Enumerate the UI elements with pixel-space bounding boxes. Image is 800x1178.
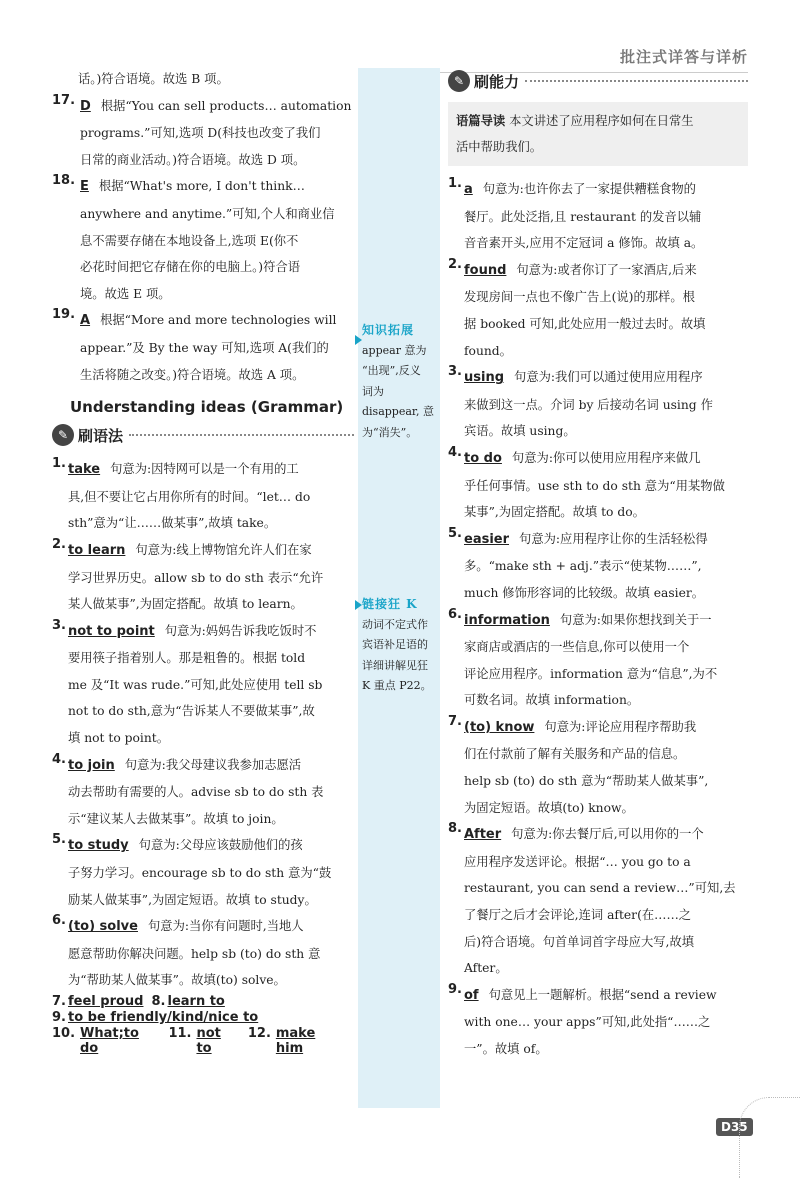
answer-item-head: [448, 176, 748, 203]
answer-item: [448, 526, 748, 607]
answer-item-head: [52, 832, 354, 859]
item-line: me 及“It was rude.”可知,此处应使用 tell sb: [68, 677, 323, 692]
item-line: 据 booked 可知,此处应用一般过去时。故填: [464, 316, 706, 331]
item-line: 音音素开头,应用不定冠词 a 修饰。故填 a。: [464, 236, 704, 251]
item-text: [68, 537, 354, 564]
item-line: 宾语。故填 using。: [464, 424, 576, 439]
item-line: 要用筷子指着别人。那是粗鲁的。根据 told: [68, 651, 306, 666]
item-number: 7.: [52, 994, 66, 1009]
item-answer: D: [80, 98, 91, 114]
item-number: 6.: [448, 606, 462, 622]
item-answer: not to: [196, 1026, 221, 1056]
item-text: [68, 456, 354, 483]
item-line: help sb (to) do sth 意为“帮助某人做某事”,: [464, 774, 709, 789]
answer-item: [52, 537, 354, 618]
item-line: sth”意为“让……做某事”,故填 take。: [68, 516, 277, 531]
note-line: 词为: [362, 384, 384, 398]
answer-row: [52, 1010, 354, 1025]
item-number: 6.: [52, 913, 66, 929]
sidebar-note-1: [362, 320, 438, 443]
item-line: 家商店或酒店的一些信息,你可以使用一个: [464, 640, 690, 655]
answer-item: [448, 364, 748, 445]
item-number: 4.: [448, 444, 462, 460]
item-text: [80, 307, 354, 334]
item-text: [464, 607, 748, 634]
item-line: 填 not to point。: [68, 731, 169, 746]
item-answer: not to point: [68, 623, 155, 639]
item-number: 9.: [52, 1010, 66, 1025]
note-line: 动词不定式作: [362, 617, 428, 631]
guide-line: 本文讲述了应用程序如何在日常生: [509, 114, 694, 128]
note-title: 知识拓展: [362, 323, 415, 337]
answer-item-head: [52, 93, 354, 120]
item-line: After。: [464, 961, 508, 976]
answer-item: [52, 832, 354, 913]
item-answer: to join: [68, 757, 115, 773]
page-number: D35: [716, 1118, 753, 1136]
item-number: 2.: [52, 536, 66, 552]
item-answer: to study: [68, 838, 129, 854]
item-line: 句意为:我们可以通过使用应用程序: [514, 370, 703, 385]
item-line: 句意为:如果你想找到关于一: [559, 612, 712, 627]
item-answer: information: [464, 612, 550, 628]
item-answer: learn to: [167, 994, 225, 1009]
badge-label: 刷能力: [474, 72, 520, 91]
item-number: 9.: [448, 981, 462, 997]
item-line: 句意为:我父母建议我参加志愿活: [124, 757, 302, 772]
answer-item: [52, 307, 354, 388]
answer-item: [448, 982, 748, 1063]
badge-label: 刷语法: [78, 426, 124, 445]
item-line: 为固定短语。故填(to) know。: [464, 800, 634, 815]
item-line: 生活将随之改变。)符合语境。故选 A 项。: [80, 367, 305, 382]
item-text: [464, 176, 748, 203]
answer-item: [52, 752, 354, 833]
item-answer: make him: [275, 1026, 316, 1056]
item-answer: take: [68, 462, 101, 478]
note-title: 链接狂 K: [362, 597, 418, 611]
item-answer: feel proud: [68, 994, 144, 1009]
item-answer: What;to do: [80, 1026, 139, 1056]
item-line: 为“帮助某人做某事”。故填(to) solve。: [68, 973, 286, 988]
item-line: 动去帮助有需要的人。advise sb to do sth 表: [68, 785, 324, 800]
item-answer: easier: [464, 531, 510, 547]
item-text: [464, 364, 748, 391]
answer-item: [448, 821, 748, 982]
sidebar-panel: [358, 68, 440, 1108]
item-line: 子努力学习。encourage sb to do sth 意为“鼓: [68, 866, 332, 881]
item-answer: using: [464, 370, 505, 386]
item-line: much 修饰形容词的比较级。故填 easier。: [464, 585, 705, 600]
answer-item: [448, 607, 748, 714]
answer-item-head: [448, 821, 748, 848]
item-text: [68, 618, 354, 645]
item-number: 11.: [168, 1026, 192, 1041]
item-number: 10.: [52, 1026, 76, 1041]
item-answer: A: [80, 313, 91, 329]
item-line: 境。故选 E 项。: [80, 286, 171, 301]
item-text: [68, 752, 354, 779]
item-answer: to be friendly/kind/nice to: [68, 1010, 259, 1025]
item-text: [68, 832, 354, 859]
item-line: 句意为:或者你订了一家酒店,后来: [516, 262, 697, 277]
item-line: 可数名词。故填 information。: [464, 693, 640, 708]
item-number: 8.: [448, 821, 462, 837]
sidebar-note-2: [362, 594, 438, 697]
item-text: [80, 173, 354, 200]
item-text: [464, 821, 748, 848]
item-number: 19.: [52, 307, 76, 323]
item-text: [464, 982, 748, 1009]
item-line: 某事”,为固定搭配。故填 to do。: [464, 505, 645, 520]
item-answer: to do: [464, 450, 502, 466]
item-line: 多。“make sth + adj.”表示“使某物……”,: [464, 559, 702, 574]
item-line: 们在付款前了解有关服务和产品的信息。: [464, 747, 686, 762]
item-line: 评论应用程序。information 意为“信息”,为不: [464, 666, 718, 681]
badge-divider: [525, 80, 748, 82]
item-line: 学习世界历史。allow sb to do sth 表示“允许: [68, 570, 324, 585]
answer-item-head: [448, 607, 748, 634]
item-line: 励某人做某事”,为固定短语。故填 to study。: [68, 892, 317, 907]
answer-item-head: [52, 173, 354, 200]
item-number: 1.: [52, 456, 66, 472]
item-answer: (to) solve: [68, 919, 138, 935]
page-corner-decoration: [739, 1097, 800, 1178]
item-answer: (to) know: [464, 719, 535, 735]
item-line: 句意为:线上博物馆允许人们在家: [135, 542, 312, 557]
item-number: 1.: [448, 176, 462, 191]
item-line: 句意为:你去餐厅后,可以用你的一个: [511, 827, 704, 842]
answer-item: [52, 913, 354, 994]
answer-item: [448, 176, 748, 257]
item-line: 日常的商业活动。)符合语境。故选 D 项。: [80, 152, 306, 167]
item-line: appear.”及 By the way 可知,选项 A(我们的: [80, 340, 329, 355]
item-line: 具,但不要让它占用你所有的时间。“let… do: [68, 489, 311, 504]
item-number: 2.: [448, 256, 462, 272]
note-line: appear 意为: [362, 343, 427, 357]
item-text: [80, 93, 354, 120]
item-answer: of: [464, 987, 479, 1003]
item-line: 餐厅。此处泛指,且 restaurant 的发音以辅: [464, 209, 702, 224]
item-line: 根据“What's more, I don't think…: [98, 179, 305, 194]
answer-item-head: [52, 913, 354, 940]
ability-badge: [448, 70, 748, 92]
answer-item: [52, 93, 354, 174]
item-line: 根据“You can sell products… automation: [100, 98, 352, 113]
item-line: 根据“More and more technologies will: [100, 313, 337, 328]
right-column: [448, 70, 748, 1063]
answer-item-head: [52, 456, 354, 483]
reading-guide: [448, 102, 748, 166]
item-line: 句意见上一题解析。根据“send a review: [488, 987, 717, 1002]
header-label: 批注式详答与详析: [619, 48, 748, 66]
answer-item-head: [52, 307, 354, 334]
item-number: 5.: [52, 832, 66, 848]
item-answer: After: [464, 827, 502, 843]
answer-item: [52, 618, 354, 752]
item-line: restaurant, you can send a review…”可知,去: [464, 881, 736, 896]
guide-label: 语篇导读: [456, 114, 506, 128]
item-number: 5.: [448, 525, 462, 541]
answer-row: [52, 1026, 354, 1056]
left-column: [52, 66, 354, 1057]
item-text: [464, 714, 748, 741]
item-text: [464, 526, 748, 553]
item-line: 后)符合语境。句首单词首字母应大写,故填: [464, 934, 695, 949]
item-line: 句意为:应用程序让你的生活轻松得: [519, 531, 708, 546]
item-line: 一”。故填 of。: [464, 1042, 548, 1056]
item-line: 句意为:你可以使用应用程序来做几: [511, 450, 701, 465]
item-line: 愿意帮助你解决问题。help sb (to) do sth 意: [68, 946, 321, 961]
item-text: [464, 445, 748, 472]
grammar-badge: [52, 424, 354, 446]
item-line: 示“建议某人去做某事”。故填 to join。: [68, 811, 284, 826]
item-line: 了餐厅之后才会评论,连词 after(在……之: [464, 908, 692, 923]
item-text: [464, 257, 748, 284]
item-line: programs.”可知,选项 D(科技也改变了我们: [80, 126, 321, 141]
item-line: 乎任何事情。use sth to do sth 意为“用某物做: [464, 478, 725, 493]
item-line: 息不需要存储在本地设备上,选项 E(你不: [80, 233, 299, 248]
item-number: 3.: [52, 617, 66, 633]
item-line: 某人做某事”,为固定搭配。故填 to learn。: [68, 597, 303, 612]
item-line: 发现房间一点也不像广告上(说)的那样。根: [464, 290, 695, 305]
note-line: 详细讲解见狂: [362, 658, 428, 672]
item-number: 3.: [448, 364, 462, 380]
item-number: 7.: [448, 713, 462, 729]
item-number: 4.: [52, 751, 66, 767]
item-line: with one… your apps”可知,此处指“……之: [464, 1015, 711, 1030]
section-title: Understanding ideas (Grammar): [70, 398, 344, 417]
answer-item-head: [448, 364, 748, 391]
guide-line: 活中帮助我们。: [456, 140, 543, 154]
item-line: 句意为:也许你去了一家提供糟糕食物的: [482, 182, 696, 196]
pencil-icon: ✎: [448, 70, 470, 92]
answer-item: [52, 173, 354, 307]
answer-item-head: [52, 537, 354, 564]
item-line: 来做到这一点。介词 by 后接动名词 using 作: [464, 397, 713, 412]
item-answer: a: [464, 182, 473, 197]
answer-item-head: [52, 752, 354, 779]
item-line: 句意为:因特网可以是一个有用的工: [110, 462, 299, 477]
item-number: 17.: [52, 92, 76, 108]
item-number: 18.: [52, 173, 76, 189]
item-text: [68, 913, 354, 940]
answer-item: [448, 257, 748, 364]
note-line: disappear, 意: [362, 405, 434, 418]
item-line: 应用程序发送评论。根据“… you go to a: [464, 854, 691, 869]
answer-item-head: [448, 257, 748, 284]
answer-item-head: [448, 445, 748, 472]
note-line: 为“消失”。: [362, 425, 418, 439]
note-line: 宾语补足语的: [362, 638, 428, 651]
note-arrow-2: [355, 600, 362, 610]
item-line: anywhere and anytime.”可知,个人和商业信: [80, 206, 335, 221]
answer-item: [52, 456, 354, 537]
pencil-icon: ✎: [52, 424, 74, 446]
item-answer: to learn: [68, 542, 126, 558]
answer-item: [448, 445, 748, 526]
note-arrow-1: [355, 335, 362, 345]
item-line: not to do sth,意为“告诉某人不要做某事”,故: [68, 704, 315, 719]
intro-line: 话。)符合语境。故选 B 项。: [78, 72, 229, 86]
answer-item: [448, 714, 748, 821]
note-line: K 重点 P22。: [362, 679, 432, 692]
item-line: 句意为:当你有问题时,当地人: [147, 919, 304, 934]
item-line: 句意为:父母应该鼓励他们的孩: [138, 838, 303, 853]
note-line: “出现”,反义: [362, 364, 421, 377]
answer-item-head: [448, 982, 748, 1009]
item-number: 12.: [247, 1026, 271, 1041]
answer-item-head: [448, 526, 748, 553]
answer-item-head: [52, 618, 354, 645]
badge-divider: [129, 434, 354, 436]
item-line: 必花时间把它存储在你的电脑上。)符合语: [80, 260, 300, 275]
item-line: found。: [464, 343, 512, 358]
item-line: 句意为:评论应用程序帮助我: [544, 719, 697, 734]
item-number: 8.: [151, 994, 166, 1009]
item-answer: found: [464, 262, 507, 278]
item-answer: E: [80, 179, 89, 195]
item-line: 句意为:妈妈告诉我吃饭时不: [164, 623, 317, 638]
answer-row: [52, 994, 354, 1009]
answer-item-head: [448, 714, 748, 741]
